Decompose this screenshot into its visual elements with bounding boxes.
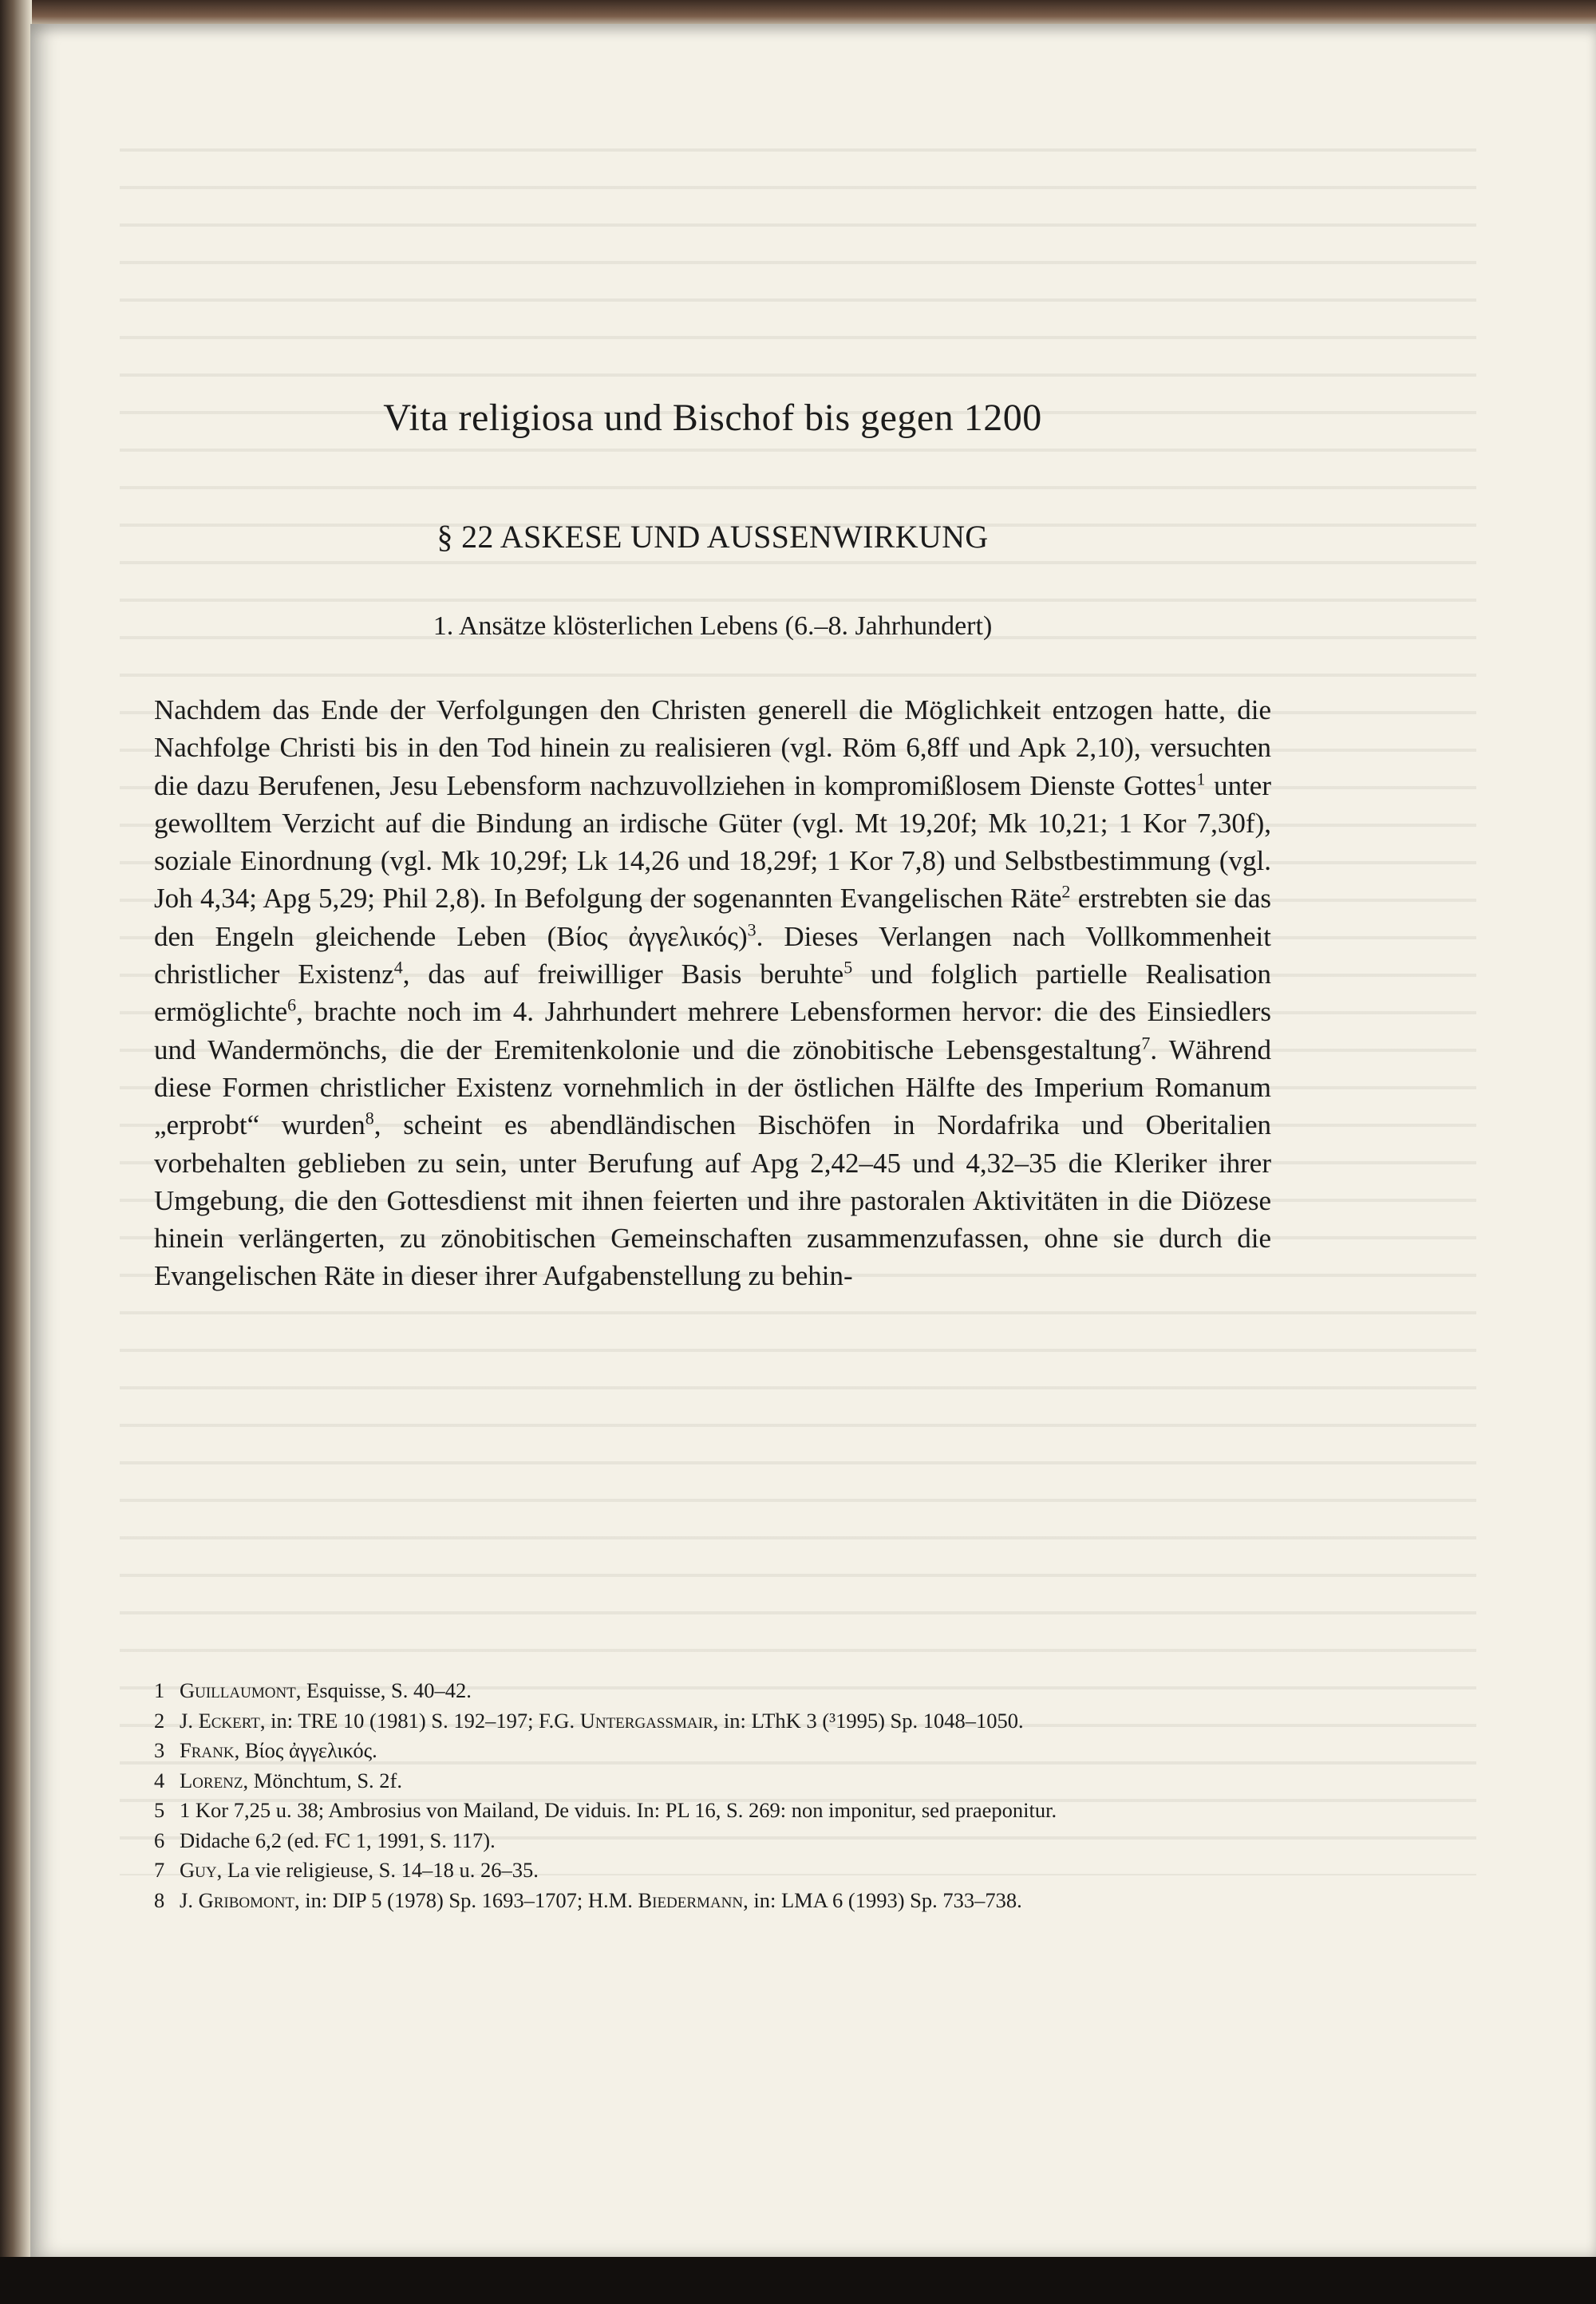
footnote-ref-5: 5 [843, 957, 853, 978]
body-paragraph [154, 691, 1271, 1295]
footnote-author: Lorenz [180, 1768, 243, 1792]
footnote [154, 1766, 1271, 1796]
footnote-rest: , Esquisse, S. 40–42. [295, 1678, 472, 1702]
footnote-number: 8 [154, 1887, 165, 1912]
footnote-text [180, 1766, 1271, 1796]
footnote-ref-6: 6 [287, 994, 297, 1015]
footnote-author: J. Eckert [180, 1708, 260, 1733]
text-run: und folglich partielle Realisation ermöglichte [154, 958, 1271, 1028]
footnote-text [180, 1886, 1271, 1916]
footnote-ref-7: 7 [1141, 1033, 1151, 1053]
footnote-text [180, 1676, 1271, 1706]
footnote-text [180, 1796, 1271, 1826]
text-run: erstrebten sie das den Engeln gleichende Leben (Βίος ἀγγελικός) [154, 883, 1271, 952]
book-spine-edge [0, 0, 32, 2304]
page-content [154, 375, 1271, 1295]
footnote-rest: 1 Kor 7,25 u. 38; Ambrosius von Mailand, De viduis. In: PL 16, S. 269: non imponitur, sed praeponitur. [180, 1798, 1057, 1822]
footnote [154, 1706, 1271, 1737]
footnote-number: 3 [154, 1738, 165, 1762]
footnote-rest: , Mönchtum, S. 2f. [243, 1768, 403, 1792]
book-bottom-edge [0, 2257, 1596, 2304]
footnote [154, 1796, 1271, 1826]
footnote [154, 1736, 1271, 1766]
footnote-rest: , La vie religieuse, S. 14–18 u. 26–35. [216, 1858, 539, 1882]
footnote-number: 5 [154, 1798, 165, 1822]
footnote-text [180, 1706, 1271, 1737]
footnote [154, 1826, 1271, 1856]
footnote-rest: , in: LMA 6 (1993) Sp. 733–738. [743, 1887, 1022, 1912]
footnote-ref-4: 4 [393, 957, 403, 978]
page-title: Vita religiosa und Bischof bis gegen 1200 [383, 397, 1042, 439]
footnote-ref-3: 3 [747, 919, 757, 940]
footnote-number: 1 [154, 1678, 165, 1702]
section-heading: § 22 ASKESE UND AUSSENWIRKUNG [437, 519, 989, 555]
footnote-rest: , in: DIP 5 (1978) Sp. 1693–1707; H.M. [294, 1887, 638, 1912]
footnote-rest: , in: TRE 10 (1981) S. 192–197; F.G. [259, 1708, 580, 1733]
footnote-author: Guy [180, 1858, 217, 1882]
book-top-edge [0, 0, 1596, 27]
footnote-author: Biedermann [638, 1887, 744, 1912]
footnote [154, 1855, 1271, 1886]
footnote-author: Frank [180, 1738, 235, 1762]
footnote-number: 6 [154, 1828, 165, 1852]
text-run: , brachte noch im 4. Jahrhundert mehrere Lebensformen hervor: die des Einsiedlers und Wandermönchs, die der Eremitenkolonie und die zönobitische Lebensgestaltung [154, 996, 1271, 1065]
footnote-author: J. Gribomont [180, 1887, 295, 1912]
footnote [154, 1676, 1271, 1706]
footnote-rest: , in: LThK 3 (³1995) Sp. 1048–1050. [713, 1708, 1024, 1733]
footnote-text [180, 1826, 1271, 1856]
text-run: unter gewolltem Verzicht auf die Bindung an irdische Güter (vgl. Mt 19,20f; Mk 10,21; 1 Kor 7,30f), soziale Einordnung (vgl. Mk 10,29f; Lk 14,26 und 18,29f; 1 Kor 7,8) und Selbstbestimmung (vgl. Joh 4,34; Apg 5,29; Phil 2,8). In Befolgung der sogenannten Evangelischen Räte [154, 769, 1271, 915]
footnote-rest: Didache 6,2 (ed. FC 1, 1991, S. 117). [180, 1828, 496, 1852]
footnote-number: 2 [154, 1708, 165, 1733]
footnote-ref-1: 1 [1196, 768, 1206, 788]
footnote-ref-8: 8 [365, 1108, 374, 1128]
footnote-text [180, 1736, 1271, 1766]
footnote-rest: , Βίος ἀγγελικός. [234, 1738, 377, 1762]
text-run: . Dieses Verlangen nach Vollkommenheit christlicher Existenz [154, 920, 1271, 990]
text-run: , das auf freiwilliger Basis beruhte [402, 958, 844, 990]
subsection-heading: 1. Ansätze klösterlichen Lebens (6.–8. Jahrhundert) [433, 611, 993, 641]
footnote-number: 7 [154, 1858, 165, 1882]
text-run: Nachdem das Ende der Verfolgungen den Christen generell die Möglichkeit entzogen hatte, die Nachfolge Christi bis in den Tod hinein zu realisieren (vgl. Röm 6,8ff und Apk 2,10), versuchten die dazu Berufenen, Jesu Lebensform nachzuvollziehen in kompromißlosem Dienste Gottes [154, 694, 1271, 801]
text-run: , scheint es abendländischen Bischöfen in Nordafrika und Oberitalien vorbehalten geblieben zu sein, unter Berufung auf Apg 2,42–45 und 4,32–35 die Kleriker ihrer Umgebung, die den Gottesdienst mit ihnen feierten und ihre pastoralen Aktivitäten in die Diözese hinein verlängerten, zu zönobitischen Gemeinschaften zusammenzufassen, ohne sie durch die Evangelischen Räte in dieser ihrer Aufgabenstellung zu behin- [154, 1109, 1272, 1292]
footnote-ref-2: 2 [1061, 881, 1071, 902]
footnote [154, 1886, 1271, 1916]
footnote-number: 4 [154, 1768, 165, 1792]
footnote-author: Guillaumont [180, 1678, 296, 1702]
footnotes [154, 1676, 1271, 1915]
text-run: . Während diese Formen christlicher Existenz vornehmlich in der östlichen Hälfte des Imperium Romanum „erprobt“ wurden [154, 1033, 1271, 1141]
footnote-author: Untergassmair [579, 1708, 713, 1733]
footnote-text [180, 1855, 1271, 1886]
